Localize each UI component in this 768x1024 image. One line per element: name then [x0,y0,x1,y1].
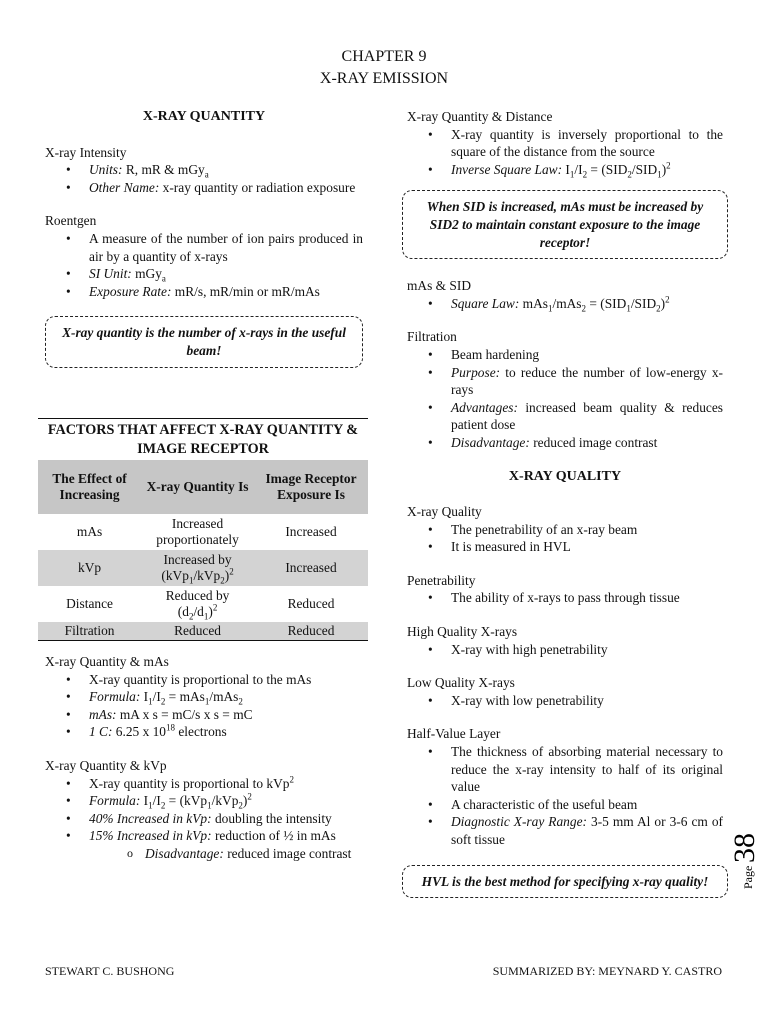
left-column-lower [45,653,363,879]
table-row [38,622,368,640]
list-roentgen [45,230,363,300]
column-header: Image Receptor Exposure Is [254,460,368,514]
list-half-value-layer [407,743,723,849]
table-cell: Reduced [254,622,368,640]
footer-summarized: SUMMARIZED BY: MEYNARD Y. CASTRO [492,964,722,978]
table-cell: Increased [254,550,368,586]
table-cell: Increased proportionately [156,516,239,547]
section-title-quality: X-RAY QUALITY [508,468,622,484]
chapter-number: CHAPTER 9 [341,48,427,65]
list-low-quality [407,692,723,710]
list-item: • X-ray quantity is proportional to kVp$^2$ [89,775,363,793]
column-header: X-ray Quantity Is [141,460,254,514]
list-item: • Disadvantage: reduced image contrast [451,434,723,452]
list-filtration [407,346,723,452]
list-item: • The ability of x-rays to pass through tissue [451,589,723,607]
chapter-title: X-RAY EMISSION [319,70,449,87]
heading-quantity-kvp: X-ray Quantity & kVp [45,757,167,773]
factors-table [38,460,368,641]
list-item: • A measure of the number of ion pairs produced in air by a quantity of x-rays [89,230,363,265]
table-row [38,586,368,622]
table-cell: Increased [285,524,337,539]
list-item: • It is measured in HVL [451,538,723,556]
table-cell: kVp [38,550,141,586]
heading-quantity-mas: X-ray Quantity & mAs [45,654,169,669]
list-item: • Diagnostic X-ray Range: 3-5 mm Al or 3-6 cm of soft tissue [451,813,723,848]
list-item: • X-ray quantity is inversely proportional to the square of the distance from the source [451,126,723,161]
list-item: • mAs: mA x s = mC/s x s = mC [89,706,363,724]
list-item: • 15% Increased in kVp: reduction of ½ in mAs o Disadvantage: reduced image contrast [89,827,363,862]
list-item: • Advantages: increased beam quality & reduces patient dose [451,399,723,434]
list-item: • Units: R, mR & mGy$_a$ [89,161,363,179]
list-item: • X-ray quantity is proportional to the mAs [89,671,363,689]
factors-table-block [38,418,368,641]
table-cell: Reduced [287,596,335,611]
table-cell: Distance [66,596,113,611]
list-item: • 1 C: 6.25 x $10^{18}$ electrons [89,723,363,741]
table-cell: Reduced [141,622,254,640]
list-item: • The thickness of absorbing material necessary to reduce the x-ray intensity to half of its original value [451,743,723,796]
heading-half-value-layer: Half-Value Layer [407,726,501,742]
list-quantity-mas [45,671,363,741]
list-item: • Beam hardening [451,346,723,364]
list-intensity [45,161,363,196]
column-header: The Effect of Increasing [38,460,141,514]
heading-xray-intensity: X-ray Intensity [45,144,127,160]
list-item: • Square Law: $mAs_1/mAs_2 = (SID_1/SID_2)^2$ [451,295,723,313]
table-cell: Filtration [38,622,141,640]
list-item: • Exposure Rate: mR/s, mR/min or mR/mAs [89,283,363,301]
page-number-value: 38 [728,833,761,863]
list-item: • X-ray with low penetrability [451,692,723,710]
page-number [722,813,766,893]
page-label: Page [741,865,755,889]
footer-author: STEWART C. BUSHONG [45,964,175,978]
callout-sid-mas: When SID is increased, mAs must be increased by SID2 to maintain constant exposure to the image receptor! [402,190,728,259]
table-cell: Increased by $(kVp_1/kVp_2)^2$ [141,550,254,586]
heading-penetrability: Penetrability [407,572,476,588]
list-penetrability [407,589,723,607]
list-item: • A characteristic of the useful beam [451,796,723,814]
table-row [38,550,368,586]
list-mas-sid [407,295,723,313]
list-item: o Disadvantage: reduced image contrast [145,845,363,863]
list-item: • 40% Increased in kVp: doubling the intensity [89,810,363,828]
sublist-kvp [89,845,363,863]
list-xray-quality [407,521,723,556]
list-item: • The penetrability of an x-ray beam [451,521,723,539]
list-quantity-distance [407,126,723,179]
list-item: • X-ray with high penetrability [451,641,723,659]
list-quantity-kvp [45,775,363,863]
table-row [38,514,368,550]
right-column [407,108,723,898]
heading-low-quality: Low Quality X-rays [407,675,515,691]
list-item: • Inverse Square Law: $I_1/I_2 = (SID_2/SID_1)^2$ [451,161,723,179]
heading-xray-quality: X-ray Quality [407,504,482,520]
list-item: • Formula: $I_1/I_2 = mAs_1/mAs_2$ [89,688,363,706]
heading-roentgen: Roentgen [45,213,97,229]
heading-filtration: Filtration [407,329,457,345]
list-high-quality [407,641,723,659]
callout-hvl: HVL is the best method for specifying x-ray quality! [402,865,728,899]
callout-quantity-definition: X-ray quantity is the number of x-rays in the useful beam! [45,316,363,367]
section-title-quantity: X-RAY QUANTITY [142,109,266,124]
list-item: • Purpose: to reduce the number of low-energy x-rays [451,364,723,399]
heading-high-quality: High Quality X-rays [407,624,518,640]
left-column [45,108,363,386]
list-item: • Other Name: x-ray quantity or radiation exposure [89,179,363,197]
factors-table-title: FACTORS THAT AFFECT X-RAY QUANTITY & IMAGE RECEPTOR [38,418,368,460]
list-item: • Formula: $I_1/I_2 = (kVp_1/kVp_2)^2$ [89,792,363,810]
heading-quantity-distance: X-ray Quantity & Distance [407,109,553,124]
list-item: • SI Unit: mGy$_a$ [89,265,363,283]
table-cell: Reduced by $(d_2/d_1)^2$ [165,588,230,622]
table-cell: mAs [76,524,103,539]
heading-mas-sid: mAs & SID [407,278,471,294]
